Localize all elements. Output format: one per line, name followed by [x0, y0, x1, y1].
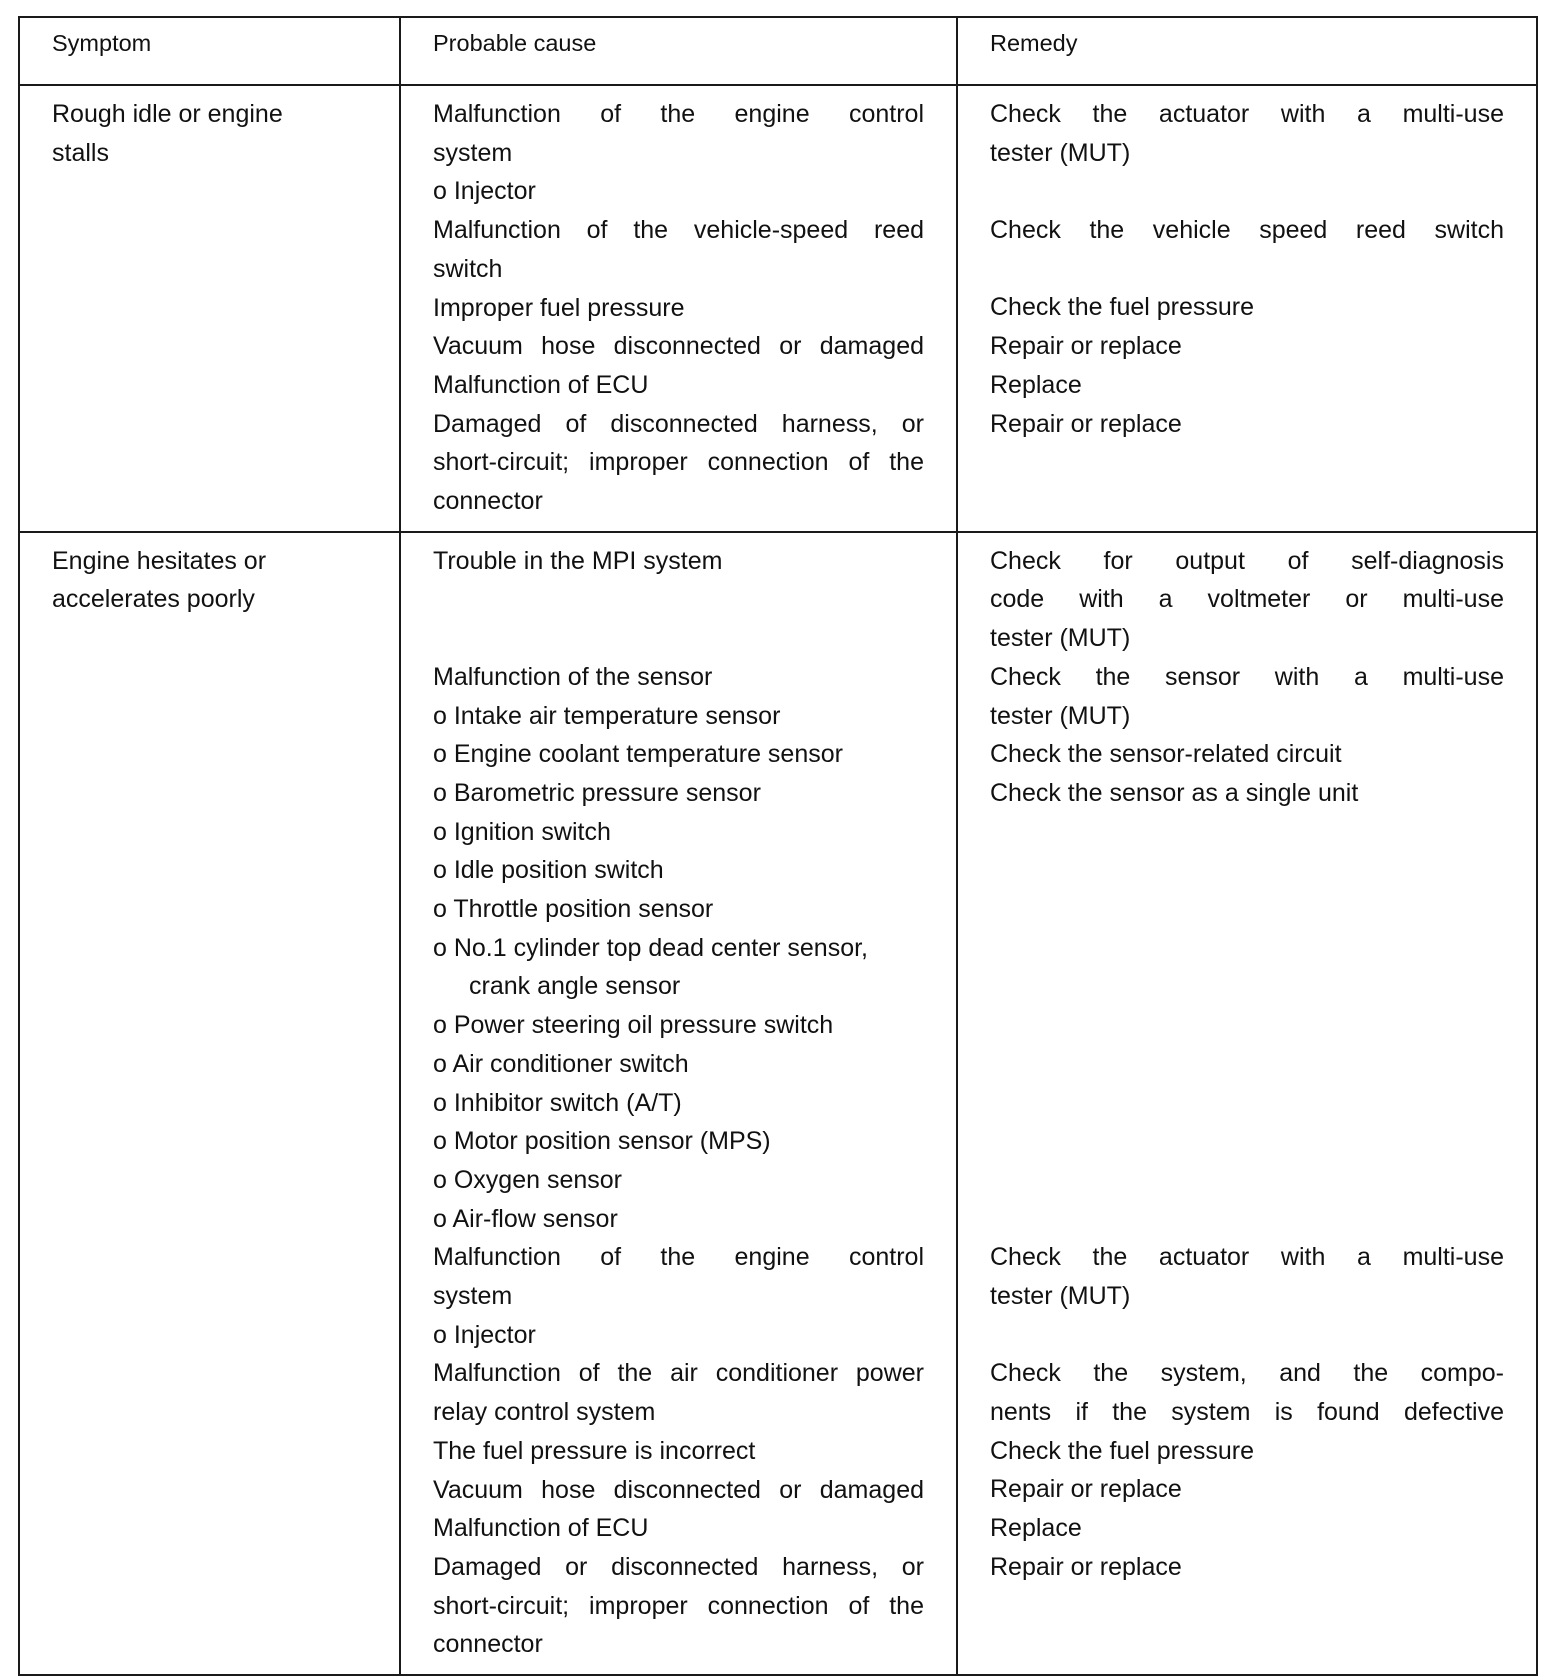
remedy-line: Check for output of self-diagnosis	[990, 546, 1504, 575]
cause-line: o Air conditioner switch	[433, 1049, 689, 1078]
remedy-line: Check the actuator with a multi-use	[990, 1243, 1504, 1272]
remedy-line: tester (MUT)	[990, 701, 1131, 730]
cause-line: The fuel pressure is incorrect	[433, 1436, 756, 1465]
cause-line: Vacuum hose disconnected or damaged	[433, 332, 924, 361]
troubleshooting-table	[18, 16, 1538, 1676]
cause-line: Trouble in the MPI system	[433, 546, 723, 575]
remedy-line: Replace	[990, 1514, 1082, 1543]
cause-line: switch	[433, 254, 503, 283]
cause-line: o Inhibitor switch (A/T)	[433, 1088, 682, 1117]
remedy-cell	[957, 532, 1537, 1675]
remedy-spacer	[990, 1045, 1504, 1084]
cause-line: system	[433, 138, 513, 167]
symptom-line: stalls	[52, 138, 109, 167]
remedy-line: Check the sensor as a single unit	[990, 778, 1359, 807]
remedy-spacer	[990, 851, 1504, 890]
cause-line: o Barometric pressure sensor	[433, 778, 761, 807]
remedy-line: Repair or replace	[990, 409, 1182, 438]
cause-spacer	[433, 619, 924, 658]
remedy-line: tester (MUT)	[990, 138, 1131, 167]
cause-line: Malfunction of the engine control	[433, 1243, 924, 1272]
remedy-line: tester (MUT)	[990, 624, 1131, 653]
remedy-cell	[957, 85, 1537, 532]
symptom-line: Rough idle or engine	[52, 100, 283, 128]
remedy-spacer	[990, 172, 1504, 211]
cause-line: o Throttle position sensor	[433, 895, 714, 924]
remedy-line: code with a voltmeter or multi-use	[990, 585, 1504, 614]
cause-line: Malfunction of the sensor	[433, 662, 713, 691]
cause-line: Malfunction of ECU	[433, 1514, 649, 1543]
remedy-line: nents if the system is found defective	[990, 1398, 1504, 1427]
remedy-line: Repair or replace	[990, 332, 1182, 361]
symptom-line: Engine hesitates or	[52, 546, 267, 575]
header-symptom: Symptom	[19, 17, 400, 85]
remedy-spacer	[990, 1083, 1504, 1122]
remedy-spacer	[990, 1200, 1504, 1239]
cause-line: Damaged of disconnected harness, or	[433, 409, 924, 438]
cause-line: o Air-flow sensor	[433, 1204, 618, 1233]
remedy-spacer	[990, 1006, 1504, 1045]
remedy-spacer	[990, 890, 1504, 929]
cause-line: connector	[433, 1630, 543, 1659]
symptom-line: accelerates poorly	[52, 585, 255, 614]
cause-spacer	[433, 580, 924, 619]
cause-line: short-circuit; improper connection of the	[433, 448, 924, 477]
cause-line: connector	[433, 487, 543, 516]
table-row	[19, 532, 1537, 1675]
cause-line: o Intake air temperature sensor	[433, 701, 781, 730]
remedy-line: Repair or replace	[990, 1552, 1182, 1581]
remedy-spacer	[990, 813, 1504, 852]
remedy-spacer	[990, 967, 1504, 1006]
cause-line: Malfunction of the air conditioner power	[433, 1359, 924, 1388]
remedy-line: Check the actuator with a multi-use	[990, 100, 1504, 128]
table-row	[19, 85, 1537, 532]
header-probable-cause: Probable cause	[400, 17, 957, 85]
remedy-line: Repair or replace	[990, 1475, 1182, 1504]
remedy-line: Check the vehicle speed reed switch	[990, 216, 1504, 245]
cause-line: Malfunction of the engine control	[433, 100, 924, 128]
remedy-line: Check the sensor-related circuit	[990, 740, 1342, 769]
header-remedy: Remedy	[957, 17, 1537, 85]
cause-line: Vacuum hose disconnected or damaged	[433, 1475, 924, 1504]
cause-line: o Engine coolant temperature sensor	[433, 740, 843, 769]
remedy-line: Check the system, and the compo-	[990, 1359, 1504, 1388]
cause-line: system	[433, 1282, 513, 1311]
remedy-line: Replace	[990, 370, 1082, 399]
symptom-cell	[19, 85, 400, 532]
cause-line: Improper fuel pressure	[433, 293, 685, 322]
remedy-spacer	[990, 250, 1504, 289]
remedy-spacer	[990, 1122, 1504, 1161]
cause-line: o Injector	[433, 1320, 536, 1349]
cause-cell	[400, 85, 957, 532]
troubleshooting-table-page	[18, 16, 1536, 1676]
cause-line: Malfunction of the vehicle-speed reed	[433, 216, 924, 245]
remedy-line: Check the fuel pressure	[990, 293, 1255, 322]
remedy-spacer	[990, 929, 1504, 968]
remedy-line: tester (MUT)	[990, 1281, 1131, 1310]
cause-line: Damaged or disconnected harness, or	[433, 1552, 924, 1581]
header-row	[19, 17, 1537, 85]
cause-line: crank angle sensor	[469, 972, 681, 1001]
symptom-cell	[19, 532, 400, 1675]
cause-line: short-circuit; improper connection of the	[433, 1591, 924, 1620]
cause-line: o Oxygen sensor	[433, 1165, 622, 1194]
cause-line: o Injector	[433, 177, 536, 206]
remedy-line: Check the fuel pressure	[990, 1436, 1255, 1465]
cause-line: o Ignition switch	[433, 817, 611, 846]
cause-line: o Idle position switch	[433, 856, 664, 885]
remedy-line: Check the sensor with a multi-use	[990, 662, 1504, 691]
cause-line: o Power steering oil pressure switch	[433, 1011, 834, 1040]
cause-line: o Motor position sensor (MPS)	[433, 1127, 771, 1156]
cause-cell	[400, 532, 957, 1675]
remedy-spacer	[990, 1161, 1504, 1200]
remedy-spacer	[990, 1316, 1504, 1355]
cause-line: o No.1 cylinder top dead center sensor,	[433, 933, 868, 962]
cause-line: relay control system	[433, 1398, 656, 1427]
cause-line: Malfunction of ECU	[433, 370, 649, 399]
